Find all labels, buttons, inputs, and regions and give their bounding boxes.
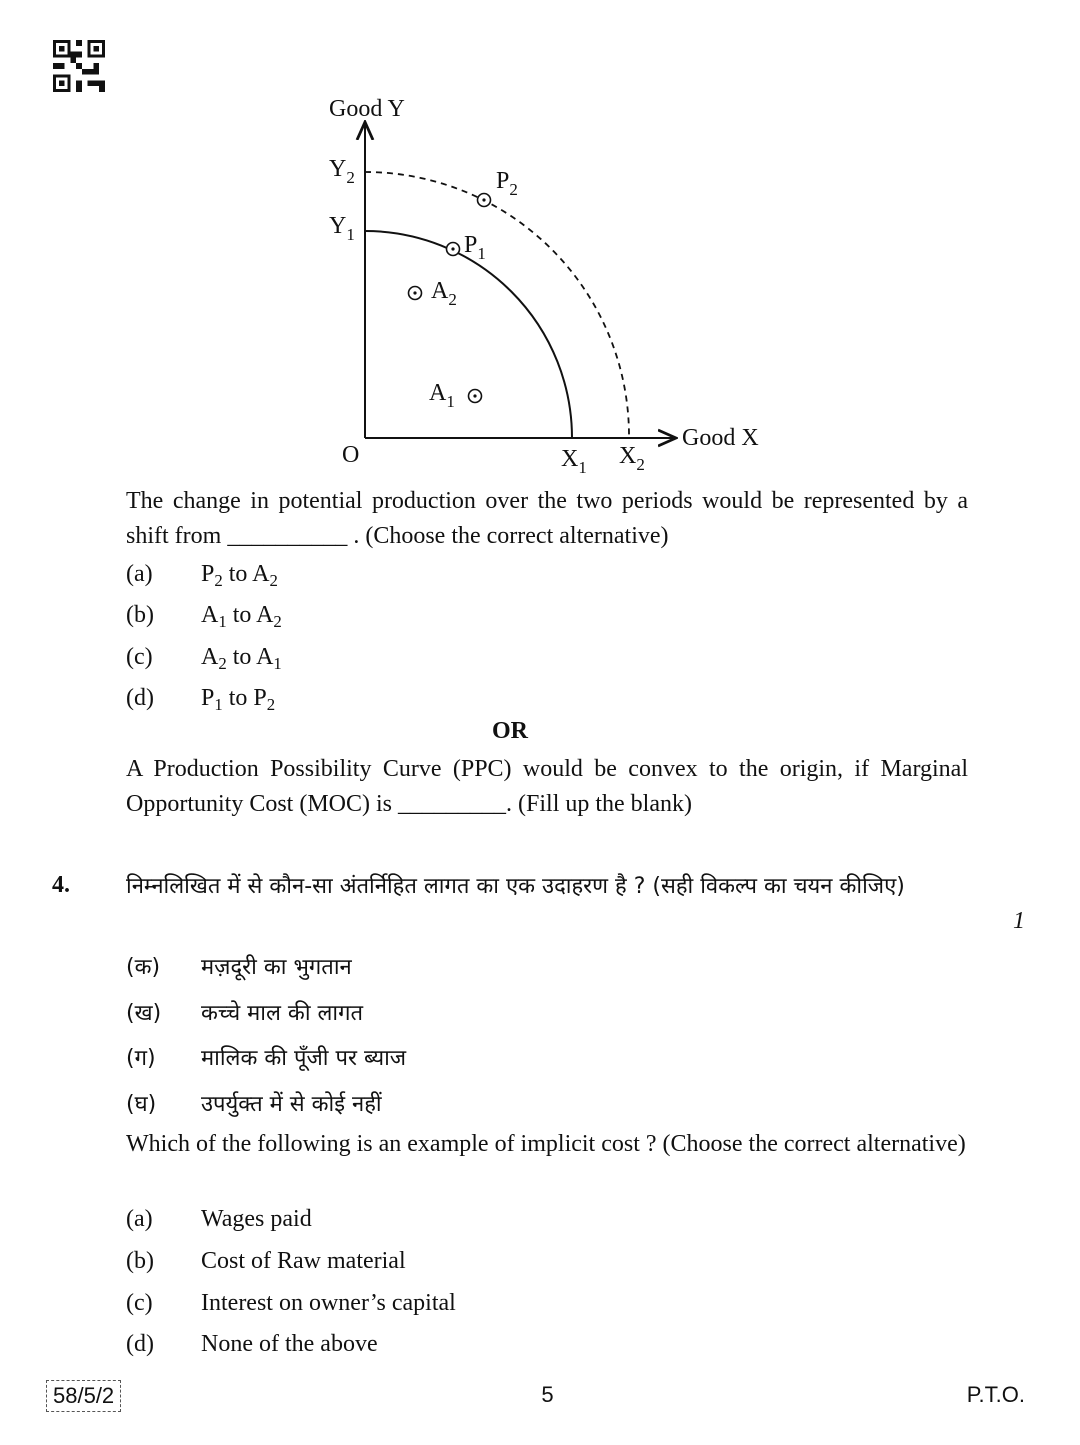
q3-alt-stem: A Production Possibility Curve (PPC) would be convex to the origin, if Marginal Opportunity Cost (MOC) is _________. (Fill up the blank) bbox=[126, 756, 968, 817]
p2-label: $P_2$ bbox=[496, 168, 518, 199]
y2-label: $Y_2$ bbox=[329, 156, 355, 187]
q4-option-kha: (ख) कच्चे माल की लागत bbox=[126, 997, 363, 1031]
q4-option-d: (d) None of the above bbox=[126, 1327, 378, 1361]
x-axis-label: Good X bbox=[682, 425, 759, 451]
or-separator: OR bbox=[492, 718, 528, 744]
paper-code: 58/5/2 bbox=[46, 1380, 121, 1412]
origin-label: O bbox=[342, 442, 360, 468]
point-p2-icon bbox=[478, 194, 491, 207]
point-a1-icon bbox=[469, 390, 482, 403]
option-label: (ग) bbox=[126, 1046, 156, 1071]
q4-option-a: (a) Wages paid bbox=[126, 1202, 312, 1236]
q4-option-gha: (घ) उपर्युक्त में से कोई नहीं bbox=[126, 1088, 382, 1122]
option-label: (क) bbox=[126, 955, 161, 980]
option-label: (b) bbox=[126, 602, 154, 628]
q3-option-a: (a) $P_2$ to $A_2$ bbox=[126, 557, 278, 591]
option-label: (c) bbox=[126, 644, 153, 670]
option-label: (घ) bbox=[126, 1092, 157, 1117]
q3-option-c: (c) $A_2$ to $A_1$ bbox=[126, 640, 282, 674]
q4-number: 4. bbox=[52, 872, 70, 898]
qr-code-icon bbox=[52, 40, 106, 92]
option-label: (a) bbox=[126, 1206, 153, 1232]
a2-label: $A_2$ bbox=[431, 278, 457, 309]
option-label: (d) bbox=[126, 685, 154, 711]
a1-label: $A_1$ bbox=[429, 380, 455, 411]
q4-option-ka: (क) मज़दूरी का भुगतान bbox=[126, 951, 352, 985]
ppc-curve-2 bbox=[365, 172, 629, 438]
option-label: (d) bbox=[126, 1331, 154, 1357]
point-a2-icon bbox=[409, 287, 422, 300]
x1-label: $X_1$ bbox=[561, 446, 587, 477]
q3-option-b: (b) $A_1$ to $A_2$ bbox=[126, 598, 282, 632]
pto-label: P.T.O. bbox=[966, 1382, 1025, 1407]
ppc-curve-1 bbox=[365, 231, 572, 438]
page-number: 5 bbox=[541, 1382, 554, 1407]
q4-option-ga: (ग) मालिक की पूँजी पर ब्याज bbox=[126, 1042, 406, 1076]
ppc-diagram bbox=[300, 90, 780, 480]
q3-stem: The change in potential production over the two periods would be represented by a shift from __________ . (Choose the correct alternative) bbox=[126, 488, 968, 549]
option-label: (b) bbox=[126, 1248, 154, 1274]
option-label: (a) bbox=[126, 561, 153, 587]
q4-option-b: (b) Cost of Raw material bbox=[126, 1244, 406, 1278]
point-p1-icon bbox=[447, 243, 460, 256]
q4-stem-hindi: निम्नलिखित में से कौन-सा अंतर्निहित लागत का एक उदाहरण है ? (सही विकल्प का चयन कीजिए) bbox=[126, 874, 905, 899]
option-label: (c) bbox=[126, 1290, 153, 1316]
q4-option-c: (c) Interest on owner’s capital bbox=[126, 1286, 456, 1320]
q4-marks: 1 bbox=[1013, 908, 1025, 934]
y-axis-label: Good Y bbox=[329, 96, 405, 122]
q4-stem-english: Which of the following is an example of implicit cost ? (Choose the correct alternative) bbox=[126, 1131, 966, 1157]
p1-label: $P_1$ bbox=[464, 232, 486, 263]
q3-option-d: (d) $P_1$ to $P_2$ bbox=[126, 681, 275, 715]
y1-label: $Y_1$ bbox=[329, 213, 355, 244]
x2-label: $X_2$ bbox=[619, 443, 645, 474]
option-label: (ख) bbox=[126, 1001, 162, 1026]
